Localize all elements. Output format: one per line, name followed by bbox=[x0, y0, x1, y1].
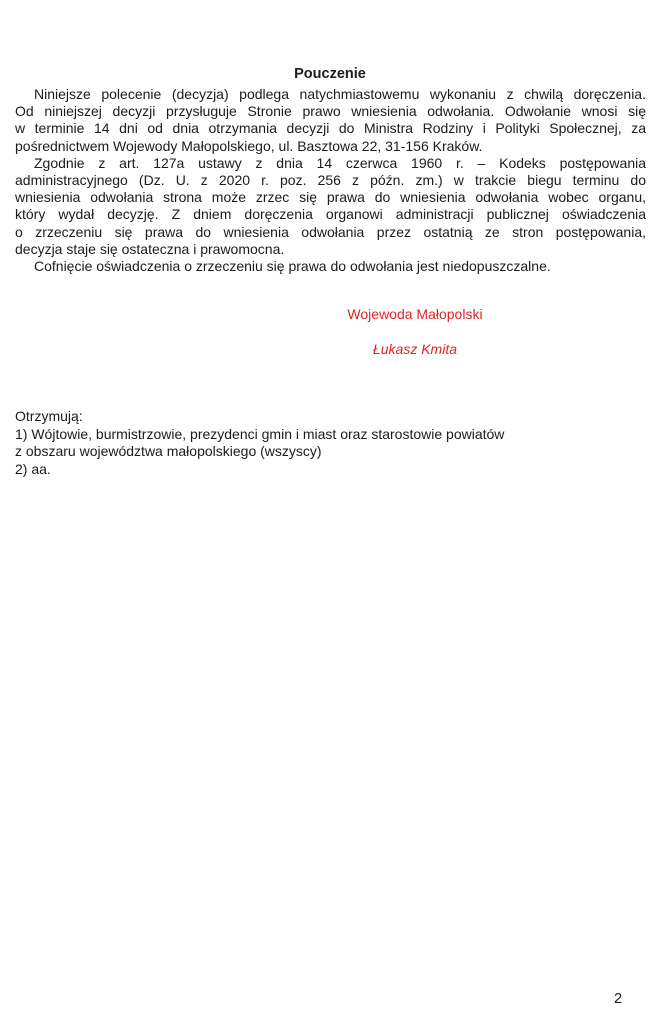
distribution-item: z obszaru województwa małopolskiego (wszyscy) bbox=[15, 443, 322, 460]
paragraph-line: administracyjnego (Dz. U. z 2020 r. poz. 256 z późn. zm.) w trakcie biegu terminu do bbox=[15, 172, 646, 189]
paragraph-line: w terminie 14 dni od dnia otrzymania decyzji do Ministra Rodziny i Polityki Społecznej, za bbox=[15, 120, 646, 137]
signature-name: Łukasz Kmita bbox=[372, 341, 458, 357]
distribution-label: Otrzymują: bbox=[15, 408, 83, 424]
page-number: 2 bbox=[613, 991, 623, 1007]
paragraph-line: Od niniejszej decyzji przysługuje Stronie prawo wniesienia odwołania. Odwołanie wnosi się bbox=[15, 103, 646, 120]
paragraph-1 bbox=[15, 86, 646, 155]
distribution-item: 2) aa. bbox=[15, 460, 51, 477]
paragraph-2 bbox=[15, 155, 646, 258]
paragraph-line: który wydał decyzję. Z dniem doręczenia organowi administracji publicznej oświadczenia bbox=[15, 206, 646, 223]
signature-title: Wojewoda Małopolski bbox=[347, 306, 483, 322]
paragraph-line: Zgodnie z art. 127a ustawy z dnia 14 czerwca 1960 r. – Kodeks postępowania bbox=[34, 154, 646, 171]
paragraph-line: pośrednictwem Wojewody Małopolskiego, ul. Basztowa 22, 31-156 Kraków. bbox=[15, 137, 483, 154]
distribution-list bbox=[15, 408, 646, 478]
paragraph-3 bbox=[15, 258, 646, 275]
paragraph-line: o zrzeczeniu się prawa do wniesienia odwołania przez ostatnią ze stron postępowania, bbox=[15, 223, 646, 240]
paragraph-line: Niniejsze polecenie (decyzja) podlega natychmiastowemu wykonaniu z chwilą doręczenia. bbox=[34, 86, 646, 102]
distribution-item: 1) Wójtowie, burmistrzowie, prezydenci gmin i miast oraz starostowie powiatów bbox=[15, 425, 505, 442]
pouczenie-body bbox=[15, 86, 646, 275]
signature-block bbox=[165, 306, 660, 358]
paragraph-line: wniesienia odwołania strona może zrzec się prawa do wniesienia odwołania wobec organu, bbox=[15, 189, 646, 206]
section-heading: Pouczenie bbox=[294, 66, 366, 82]
paragraph-line: decyzja staje się ostateczna i prawomocna. bbox=[15, 240, 285, 257]
paragraph-line: Cofnięcie oświadczenia o zrzeczeniu się prawa do odwołania jest niedopuszczalne. bbox=[34, 258, 551, 275]
